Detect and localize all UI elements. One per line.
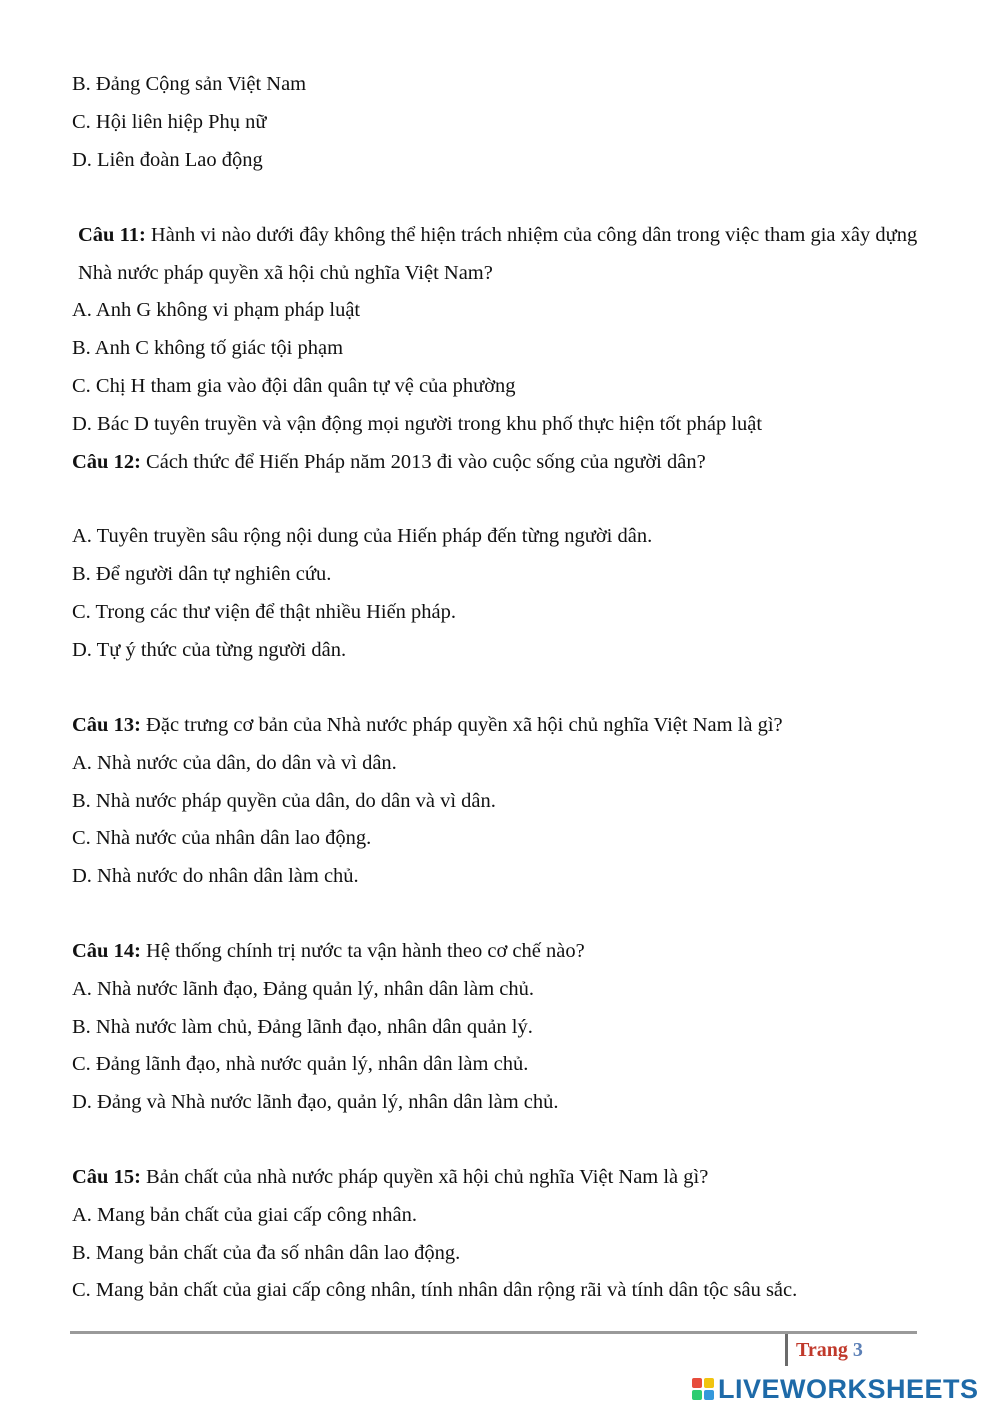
q13-text: Đặc trưng cơ bản của Nhà nước pháp quyền xã hội chủ nghĩa Việt Nam là gì? (140, 714, 783, 736)
q14-option-b: B. Nhà nước làm chủ, Đảng lãnh đạo, nhân dân quản lý. (72, 1016, 533, 1038)
q13-option-c: C. Nhà nước của nhân dân lao động. (72, 827, 372, 849)
q12-label: Câu 12: (72, 451, 141, 473)
q14-option-a: A. Nhà nước lãnh đạo, Đảng quản lý, nhân dân làm chủ. (72, 978, 535, 1000)
q11-option-b: B. Anh C không tố giác tội phạm (72, 337, 344, 359)
q12-question (72, 450, 706, 474)
q15-question (72, 1165, 708, 1189)
q12-option-a: A. Tuyên truyền sâu rộng nội dung của Hiến pháp đến từng người dân. (72, 525, 653, 547)
q11-option-c: C. Chị H tham gia vào đội dân quân tự vệ của phường (72, 375, 516, 397)
liveworksheets-logo-icon (692, 1378, 714, 1400)
footer-divider (70, 1331, 917, 1334)
q10-option-b: B. Đảng Cộng sản Việt Nam (72, 73, 307, 95)
q12-option-b: B. Để người dân tự nghiên cứu. (72, 563, 332, 585)
q14-option-d: D. Đảng và Nhà nước lãnh đạo, quản lý, nhân dân làm chủ. (72, 1091, 559, 1113)
q13-question (72, 713, 783, 737)
q14-option-c: C. Đảng lãnh đạo, nhà nước quản lý, nhân dân làm chủ. (72, 1053, 529, 1075)
q11-label: Câu 11: (78, 224, 146, 246)
q12-option-d: D. Tự ý thức của từng người dân. (72, 639, 347, 661)
q14-text: Hệ thống chính trị nước ta vận hành theo cơ chế nào? (140, 940, 585, 962)
q11-text: Hành vi nào dưới đây không thể hiện trách nhiệm của công dân trong việc tham gia xây dựng Nhà nước pháp quyền xã hội chủ nghĩa Việt Nam? (78, 224, 918, 284)
q15-option-a: A. Mang bản chất của giai cấp công nhân. (72, 1204, 417, 1226)
q10-option-c: C. Hội liên hiệp Phụ nữ (72, 111, 267, 133)
q15-label: Câu 15: (72, 1166, 141, 1188)
q11-option-a: A. Anh G không vi phạm pháp luật (72, 299, 361, 321)
q13-option-b: B. Nhà nước pháp quyền của dân, do dân và vì dân. (72, 790, 496, 812)
q15-text: Bản chất của nhà nước pháp quyền xã hội chủ nghĩa Việt Nam là gì? (140, 1166, 709, 1188)
q15-option-c: C. Mang bản chất của giai cấp công nhân, tính nhân dân rộng rãi và tính dân tộc sâu sắc. (72, 1279, 798, 1301)
liveworksheets-brand[interactable] (692, 1374, 979, 1404)
page-number-value: 3 (852, 1339, 863, 1361)
page-number (796, 1339, 863, 1362)
footer-tick (785, 1334, 788, 1366)
q12-option-c: C. Trong các thư viện để thật nhiều Hiến pháp. (72, 601, 457, 623)
q12-text: Cách thức để Hiến Pháp năm 2013 đi vào cuộc sống của người dân? (140, 451, 706, 473)
q13-label: Câu 13: (72, 714, 141, 736)
q11-option-d: D. Bác D tuyên truyền và vận động mọi người trong khu phố thực hiện tốt pháp luật (72, 413, 763, 435)
q13-option-a: A. Nhà nước của dân, do dân và vì dân. (72, 752, 397, 774)
brand-text: LIVEWORKSHEETS (718, 1373, 979, 1404)
q14-label: Câu 14: (72, 940, 141, 962)
q14-question (72, 939, 585, 963)
q15-option-b: B. Mang bản chất của đa số nhân dân lao động. (72, 1242, 461, 1264)
q13-option-d: D. Nhà nước do nhân dân làm chủ. (72, 865, 359, 887)
q10-option-d: D. Liên đoàn Lao động (72, 149, 263, 171)
page-word: Trang (796, 1339, 848, 1361)
q11-question (78, 216, 938, 292)
